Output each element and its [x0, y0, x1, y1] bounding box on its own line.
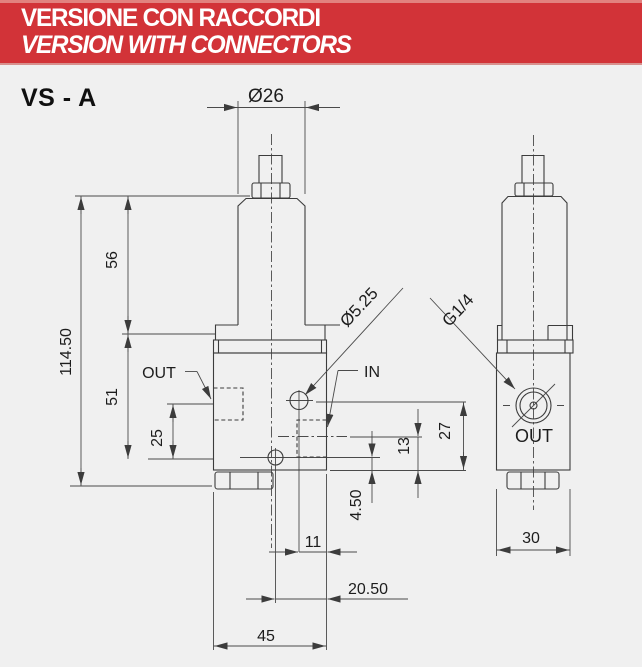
dim-body-width: 45: [257, 628, 275, 645]
label-out-side: OUT: [515, 426, 553, 446]
center-lines: [240, 134, 534, 603]
side-bonnet: [502, 197, 567, 341]
label-in-front: IN: [364, 364, 380, 381]
side-flange-steps: [498, 326, 573, 341]
port-labels: [142, 364, 553, 446]
label-out-front: OUT: [142, 365, 176, 382]
dim-thread: G1/4: [438, 290, 478, 331]
dim-in-hole-diameter: Ø5.25: [336, 283, 382, 331]
dimension-labels: [58, 86, 540, 645]
dim-port-height: 13: [396, 437, 413, 455]
front-bottom-hex-nut: [215, 472, 273, 489]
in-leader: [328, 371, 339, 428]
side-flange-band: [498, 340, 574, 353]
dim-total-height: 114.50: [58, 328, 75, 376]
dim-upper-height: 56: [104, 251, 121, 269]
dim-out-offset: 25: [149, 429, 166, 447]
front-flange-tabs: [216, 325, 341, 340]
dim-in-height: 27: [437, 422, 454, 440]
dim-drain-height: 4.50: [348, 489, 365, 521]
model-code-label: VS - A: [21, 84, 97, 112]
side-stem: [522, 156, 544, 184]
dim-drain-offset: 20.50: [347, 581, 389, 598]
front-view: [214, 156, 341, 490]
side-top-hex-nut: [515, 183, 553, 196]
front-top-hex-nut: [252, 183, 290, 198]
banner-title-italian: VERSIONE CON RACCORDI: [21, 4, 320, 32]
out-leader: [197, 372, 211, 400]
dim-cap-diameter: Ø26: [248, 86, 284, 107]
dim-body-depth: 30: [522, 530, 540, 547]
banner-title-english: VERSION WITH CONNECTORS: [21, 31, 351, 59]
dim-in-offset: 11: [304, 534, 322, 551]
dim-lower-height: 51: [104, 388, 121, 406]
front-flange-band: [214, 340, 327, 353]
front-stem: [259, 156, 282, 184]
side-bottom-hex-nut: [507, 472, 559, 489]
front-out-port-hidden: [214, 388, 244, 420]
front-in-port-hidden: [297, 420, 327, 457]
